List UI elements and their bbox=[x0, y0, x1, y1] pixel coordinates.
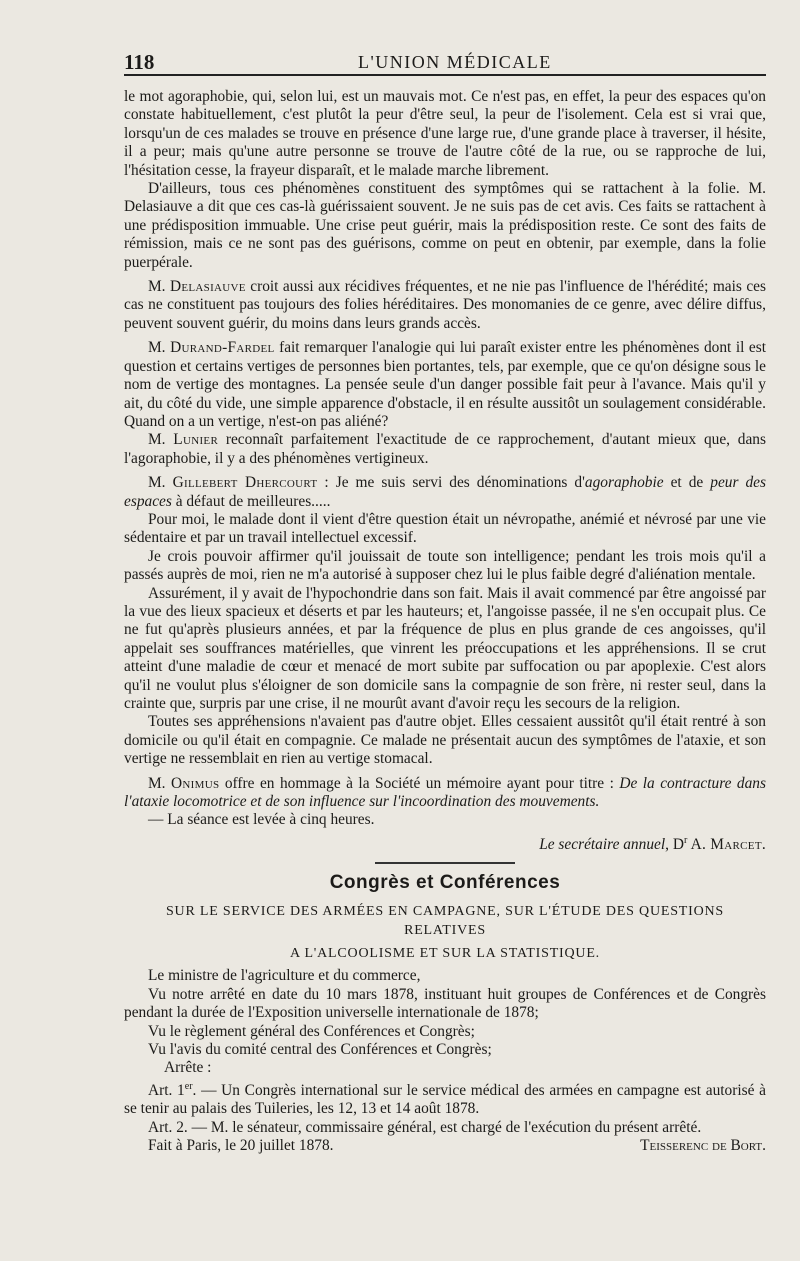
section-divider bbox=[375, 862, 515, 864]
speaker-name: Onimus bbox=[171, 774, 220, 792]
paragraph-durand-fardel: M. Durand-Fardel fait remarquer l'analogie qui lui paraît exister entre les phénomènes dont il est question et certains vertiges de personnes bien portantes, tels, par exemple, que ce qu'on désigne sous le nom de vertige des montagnes. La pensée seule d'un danger possible fait peur à l'avance. Mais qu'il y ait, du côté du vide, une simple apparence d'obstacle, il en résulte aussitôt un soulagement considérable. Quand on a un vertige, n'est-on pas aliéné? bbox=[124, 339, 766, 430]
paragraph-gillebert-dhercourt: M. Gillebert Dhercourt : Je me suis servi des dénominations d'agoraphobie et de peur des espaces à défaut de meilleures..... bbox=[124, 474, 767, 510]
paragraph-delasiauve: M. Delasiauve croit aussi aux récidives fréquentes, et ne nie pas l'influence de l'hérédité; mais ces cas ne constituent pas toujours des folies héréditaires. Des monomanies de ce genre, avec délire diffus, peuvent souvent guérir, du moins dans leurs grands accès. bbox=[124, 278, 766, 332]
paragraph-7: Pour moi, le malade dont il vient d'être question était un névropathe, anémié et névrosé par une vie sédentaire et par un travail intellectuel excessif. bbox=[124, 510, 766, 547]
page-number: 118 bbox=[124, 50, 155, 74]
secretary-signature: Le secrétaire annuel, $D^r$ A. Marcet. bbox=[539, 834, 766, 853]
decree-article-1: Art. 1er. — Un Congrès international sur le service médical des armées en campagne est autorisé à se tenir au palais des Tuileries, les 12, 13 et 14 août 1878. bbox=[124, 1080, 766, 1118]
memoir-title: De la contracture dans l'ataxie locomotrice et de son influence sur l'incoordination des mouvements. bbox=[124, 774, 766, 811]
paragraph-10: Toutes ses appréhensions n'avaient pas d'autre objet. Elles cessaient aussitôt qu'il était rentré à son domicile ou qu'il était en compagnie. Ce malade ne présentait aucun des symptômes de l'ataxie, et son vertige ne ressemblait en rien au vertige stomacal. bbox=[124, 713, 766, 768]
decree-visa-2: Vu le règlement général des Conférences et Congrès; bbox=[148, 1022, 475, 1040]
decree-preamble: Le ministre de l'agriculture et du commerce, bbox=[148, 967, 421, 985]
minister-signature: Teisserenc de Bort. bbox=[640, 1137, 766, 1155]
paragraph-9: Assurément, il y avait de l'hypochondrie dans son fait. Mais il avait commencé par être angoissé par la vue des lieux spacieux et déserts et par les hauteurs; et, l'angoisse passée, il ne s'en occupait plus. Ce ne fut qu'après plusieurs années, et par la fréquence de plus en plus grande de ces angoisses, qu'il appelait ses souffrances matérielles, que vinrent les préoccupations et les appréhensions. Il se crut atteint d'une maladie de cœur et menacé de mort subite par suffocation ou par apoplexie. C'est alors qu'il ne voulut plus s'éloigner de son domicile sans la compagnie de son frère, ni rester seul, dans la crainte que, surpris par une crise, il ne mourût avant d'avoir reçu les secours de la religion. bbox=[124, 584, 766, 712]
session-closing: — La séance est levée à cinq heures. bbox=[148, 811, 375, 829]
speaker-name: Lunier bbox=[173, 431, 219, 449]
paragraph-2: D'ailleurs, tous ces phénomènes constituent des symptômes qui se rattachent à la folie. M. Delasiauve a dit que ces cas-là guérissaient souvent. Je ne suis pas de cet avis. Ces faits se rattachent à une prédisposition immuable. Une crise peut guérir, mais la prédisposition reste. Ce sont des faits de rémission, mais ce ne sont pas des guérisons, comme on peut en obtenir, par exemple, dans la folie puerpérale. bbox=[124, 180, 766, 271]
decree-arrete: Arrête : bbox=[164, 1059, 212, 1077]
page-header bbox=[124, 50, 766, 76]
running-title: L'UNION MÉDICALE bbox=[358, 52, 552, 72]
article-body bbox=[124, 88, 766, 1156]
section-subtitle-line-1: SUR LE SERVICE DES ARMÉES EN CAMPAGNE, SUR L'ÉTUDE DES QUESTIONS RELATIVES bbox=[165, 904, 725, 939]
section-subtitle-line-2: A L'ALCOOLISME ET SUR LA STATISTIQUE. bbox=[290, 946, 600, 962]
section-title: Congrès et Conférences bbox=[329, 872, 561, 894]
decree-visa-1: Vu notre arrêté en date du 10 mars 1878, instituant huit groupes de Conférences et de Congrès pendant la durée de l'Exposition universelle internationale de 1878; bbox=[124, 985, 766, 1022]
speaker-name: Gillebert Dhercourt bbox=[172, 474, 318, 492]
paragraph-onimus: M. Onimus offre en hommage à la Société un mémoire ayant pour titre : De la contracture dans l'ataxie locomotrice et de son influence sur l'incoordination des mouvements. bbox=[124, 774, 766, 811]
decree-visa-3: Vu l'avis du comité central des Conférences et Congrès; bbox=[148, 1041, 492, 1058]
decree-closing: Fait à Paris, le 20 juillet 1878. Teisserenc de Bort. bbox=[148, 1137, 766, 1155]
speaker-name: Durand-Fardel bbox=[170, 339, 275, 357]
paragraph-1: le mot agoraphobie, qui, selon lui, est un mauvais mot. Ce n'est pas, en effet, la peur des espaces qu'on constate habituellement, c'est plutôt la peur d'être seul, la peur de l'isolement. Cela est si vrai que, lorsqu'un de ces malades se trouve en présence d'une large rue, d'une grande place à traverser, il hésite, il a peur; mais qu'une autre personne se trouve de l'autre côté de la rue, ou se rapproche de lui, l'hésitation cesse, la frayeur disparaît, et le malade marche librement. bbox=[124, 88, 766, 179]
paragraph-lunier: M. Lunier reconnaît parfaitement l'exactitude de ce rapprochement, d'autant mieux que, dans l'agoraphobie, il y a des phénomènes vertigineux. bbox=[124, 431, 766, 467]
speaker-name: Delasiauve bbox=[169, 278, 246, 296]
paragraph-8: Je crois pouvoir affirmer qu'il jouissait de toute son intelligence; pendant les trois mois qu'il a passés auprès de moi, rien ne m'a autorisé à supposer chez lui le plus faible degré d'aliénation mentale. bbox=[124, 547, 766, 584]
decree-article-2: Art. 2. — M. le sénateur, commissaire général, est chargé de l'exécution du présent arrêté. bbox=[148, 1118, 702, 1136]
